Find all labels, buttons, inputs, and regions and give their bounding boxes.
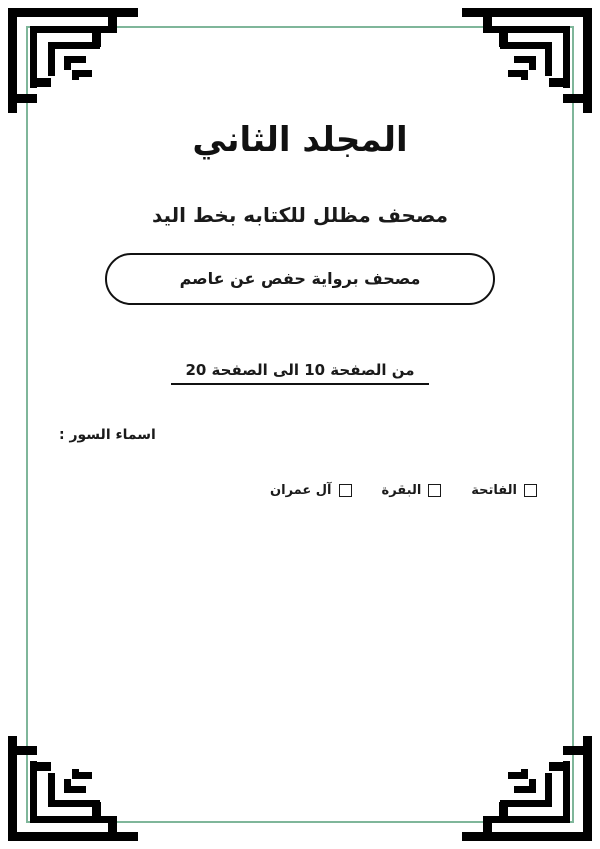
list-item[interactable] — [382, 483, 442, 498]
corner-ornament-top-left — [8, 8, 138, 113]
cover-content — [55, 120, 545, 498]
surah-name-label: البقرة — [381, 482, 422, 498]
corner-ornament-top-right — [462, 8, 592, 113]
checkbox-icon[interactable] — [339, 484, 352, 497]
narration-label: مصحف برواية حفص عن عاصم — [179, 269, 421, 289]
subtitle: مصحف مظلل للكتابه بخط اليد — [151, 202, 449, 227]
surah-name-label: آل عمران — [270, 482, 332, 498]
list-item[interactable] — [270, 483, 352, 498]
surah-name-label: الفاتحة — [471, 482, 517, 498]
list-item[interactable] — [471, 483, 537, 498]
page-range-container — [55, 361, 545, 385]
narration-badge — [105, 253, 495, 305]
page-range-text: من الصفحة 10 الى الصفحة 20 — [171, 361, 429, 385]
surah-list-label: اسماء السور : — [59, 426, 156, 443]
surah-checklist — [55, 483, 545, 498]
checkbox-icon[interactable] — [428, 484, 441, 497]
corner-ornament-bottom-right — [462, 736, 592, 841]
page-title: المجلد الثاني — [192, 120, 408, 160]
corner-ornament-bottom-left — [8, 736, 138, 841]
checkbox-icon[interactable] — [524, 484, 537, 497]
